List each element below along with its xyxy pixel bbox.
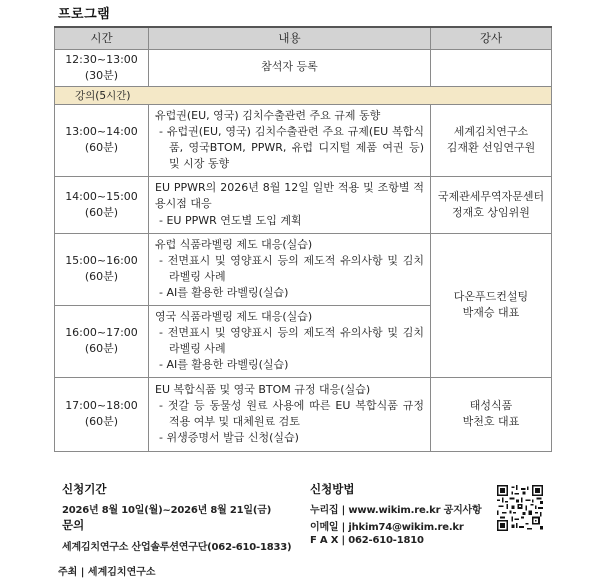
header-time: 시간: [55, 27, 149, 49]
lecture-label: 강의(5시간): [55, 86, 552, 104]
time-cell: 16:00~17:00 (60분): [55, 305, 149, 377]
method-fax: F A X | 062-610-1810: [310, 535, 424, 546]
organizer-text: 주최 | 세계김치연구소: [58, 567, 156, 578]
method-title: 신청방법: [310, 482, 355, 496]
content-cell: EU 복합식품 및 영국 BTOM 규정 대응(실습) - 젓갈 등 동물성 원료 사용에 따른 EU 복합식품 규정 적용 여부 및 대체원료 검토 - 위생증명서 발급 신청(실습): [149, 377, 431, 451]
speaker-cell: 세계김치연구소 김재환 선임연구원: [431, 104, 552, 176]
header-content: 내용: [149, 27, 431, 49]
time-cell: 17:00~18:00 (60분): [55, 377, 149, 451]
table-row: [55, 49, 552, 86]
table-row: [55, 104, 552, 176]
speaker-cell: 다온푸드컨설팅 박재승 대표: [431, 233, 552, 377]
program-table: [54, 26, 552, 452]
method-email: 이메일 | jhkim74@wikim.re.kr: [310, 522, 464, 533]
contact-text: 세계김치연구소 산업솔루션연구단(062-610-1833): [62, 542, 292, 553]
section-title: 프로그램: [58, 7, 111, 22]
speaker-cell: 태성식품 박천호 대표: [431, 377, 552, 451]
table-header-row: [55, 27, 552, 49]
speaker-cell: 국제관세무역자문센터 정재호 상임위원: [431, 176, 552, 233]
time-cell: 14:00~15:00 (60분): [55, 176, 149, 233]
header-speaker: 강사: [431, 27, 552, 49]
time-cell: 15:00~16:00 (60분): [55, 233, 149, 305]
table-row: [55, 176, 552, 233]
period-title: 신청기간: [62, 482, 107, 496]
time-cell: 13:00~14:00 (60분): [55, 104, 149, 176]
period-text: 2026년 8월 10일(월)~2026년 8월 21일(금): [62, 505, 272, 516]
time-cell: 12:30~13:00 (30분): [55, 49, 149, 86]
content-cell: 유럽권(EU, 영국) 김치수출관련 주요 규제 동향 - 유럽권(EU, 영국) 김치수출관련 주요 규제(EU 복합식품, 영국BTOM, PPWR, 유럽 디지털 제품 여권 등) 및 시장 동향: [149, 104, 431, 176]
method-website: 누리집 | www.wikim.re.kr 공지사항: [310, 505, 482, 516]
content-cell: EU PPWR의 2026년 8월 12일 일반 적용 및 조항별 적용시점 대응 - EU PPWR 연도별 도입 계획: [149, 176, 431, 233]
content-cell: 참석자 등록: [149, 49, 431, 86]
contact-title: 문의: [62, 518, 85, 532]
speaker-cell: [431, 49, 552, 86]
lecture-row: [55, 86, 552, 104]
table-row: [55, 377, 552, 451]
content-cell: 영국 식품라벨링 제도 대응(실습) - 전면표시 및 영양표시 등의 제도적 유의사항 및 김치 라벨링 사례 - AI를 활용한 라벨링(실습): [149, 305, 431, 377]
qr-code-icon: [497, 485, 543, 531]
content-cell: 유럽 식품라벨링 제도 대응(실습) - 전면표시 및 영양표시 등의 제도적 유의사항 및 김치 라벨링 사례 - AI를 활용한 라벨링(실습): [149, 233, 431, 305]
table-row: [55, 233, 552, 305]
